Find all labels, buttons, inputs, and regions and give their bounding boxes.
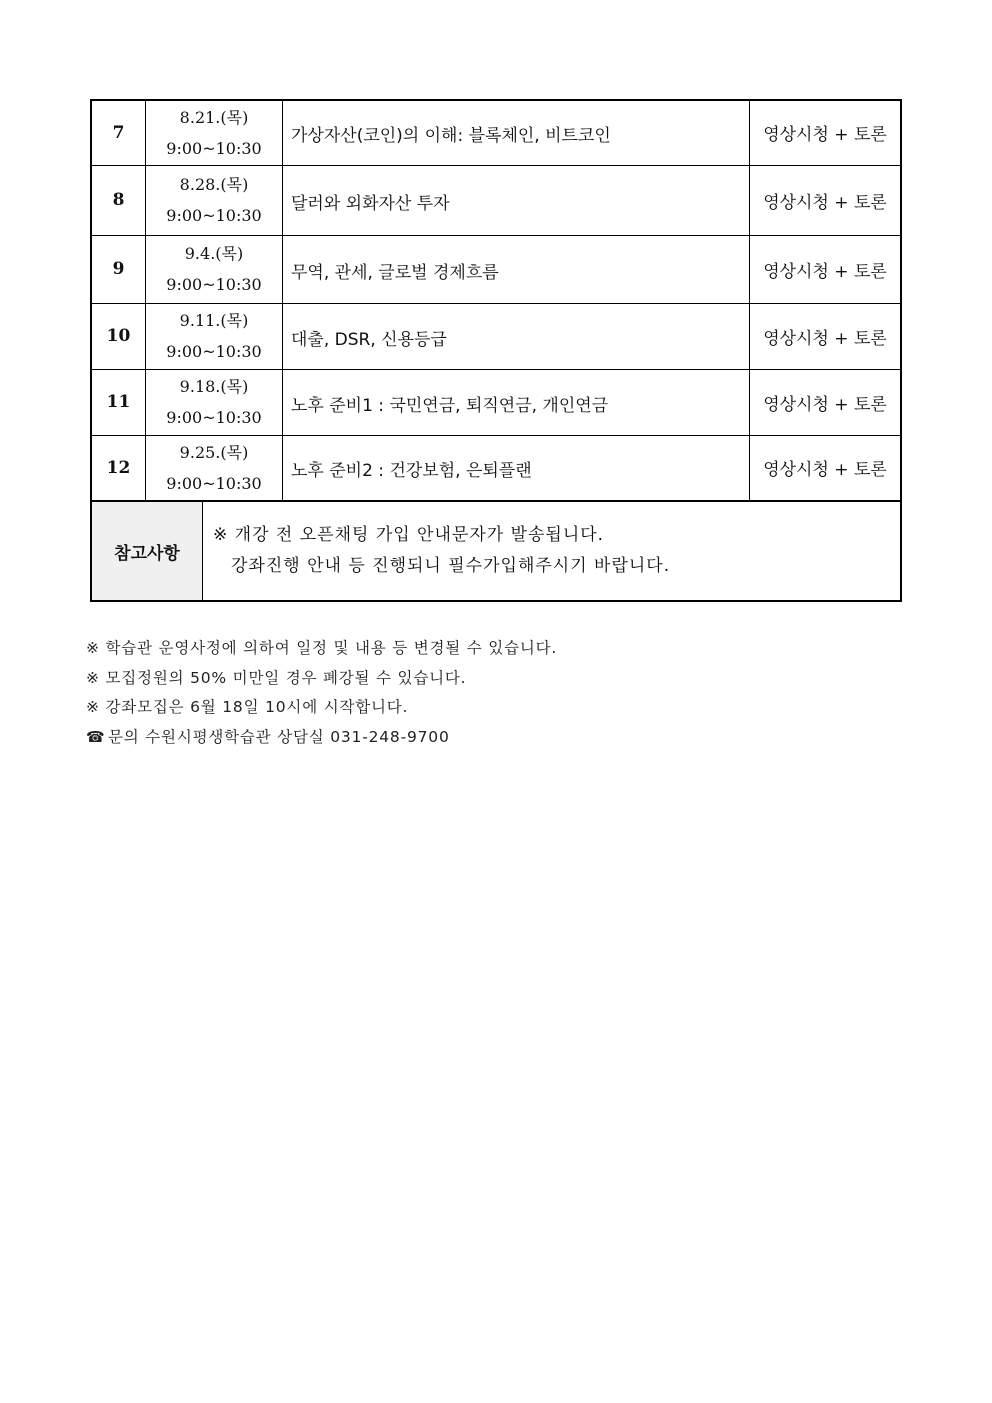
session-topic: 노후 준비1 : 국민연금, 퇴직연금, 개인연금 (283, 369, 750, 435)
session-datetime (146, 435, 283, 501)
footnote-change-notice: ※ 학습관 운영사정에 의하여 일정 및 내용 등 변경될 수 있습니다. (86, 639, 558, 657)
session-method: 영상시청 + 토론 (750, 435, 902, 501)
session-method: 영상시청 + 토론 (750, 369, 902, 435)
phone-icon: ☎ (86, 727, 106, 746)
session-number: 9 (91, 235, 146, 303)
session-date: 9.4.(목) (184, 244, 244, 263)
notes-line-1: ※ 개강 전 오픈채팅 가입 안내문자가 발송됩니다. (213, 525, 605, 545)
session-time: 9:00~10:30 (166, 408, 262, 427)
session-method: 영상시청 + 토론 (750, 165, 902, 235)
notes-label: 참고사항 (91, 502, 203, 602)
session-time: 9:00~10:30 (166, 206, 262, 225)
session-method: 영상시청 + 토론 (750, 303, 902, 369)
session-time: 9:00~10:30 (166, 138, 262, 158)
notes-body (203, 502, 902, 602)
notes-row (91, 502, 901, 602)
session-method: 영상시청 + 토론 (750, 235, 902, 303)
table-row (91, 235, 901, 303)
session-number: 8 (91, 165, 146, 235)
session-datetime (146, 303, 283, 369)
session-number: 7 (91, 100, 146, 165)
session-time: 9:00~10:30 (166, 342, 262, 361)
table-row (91, 165, 901, 235)
session-topic: 노후 준비2 : 건강보험, 은퇴플랜 (283, 435, 750, 501)
notes-line-2: 강좌진행 안내 등 진행되니 필수가입해주시기 바랍니다. (231, 556, 671, 576)
table-row (91, 369, 901, 435)
session-time: 9:00~10:30 (166, 275, 262, 294)
session-topic: 무역, 관세, 글로벌 경제흐름 (283, 235, 750, 303)
session-datetime (146, 165, 283, 235)
session-number: 11 (91, 369, 146, 435)
session-date: 9.11.(목) (179, 311, 249, 330)
session-topic: 가상자산(코인)의 이해: 블록체인, 비트코인 (283, 100, 750, 165)
session-datetime (146, 100, 283, 165)
session-date: 8.21.(목) (179, 107, 249, 127)
footnotes (86, 634, 557, 752)
footnote-contact (86, 723, 557, 753)
table-row (91, 303, 901, 369)
session-method: 영상시청 + 토론 (750, 100, 902, 165)
session-date: 9.18.(목) (179, 377, 249, 396)
session-date: 8.28.(목) (179, 175, 249, 194)
footnote-registration-notice: ※ 강좌모집은 6월 18일 10시에 시작합니다. (86, 698, 409, 716)
session-number: 12 (91, 435, 146, 501)
footnote-cancel-notice: ※ 모집정원의 50% 미만일 경우 폐강될 수 있습니다. (86, 668, 467, 687)
session-number: 10 (91, 303, 146, 369)
session-topic: 대출, DSR, 신용등급 (283, 303, 750, 369)
session-datetime (146, 369, 283, 435)
table-row (91, 100, 901, 165)
schedule-table (90, 99, 902, 502)
session-topic: 달러와 외화자산 투자 (283, 165, 750, 235)
session-datetime (146, 235, 283, 303)
session-date: 9.25.(목) (179, 442, 249, 462)
notes-table (90, 501, 902, 602)
contact-text: 문의 수원시평생학습관 상담실 031-248-9700 (108, 727, 450, 746)
table-row (91, 435, 901, 501)
session-time: 9:00~10:30 (166, 473, 262, 493)
